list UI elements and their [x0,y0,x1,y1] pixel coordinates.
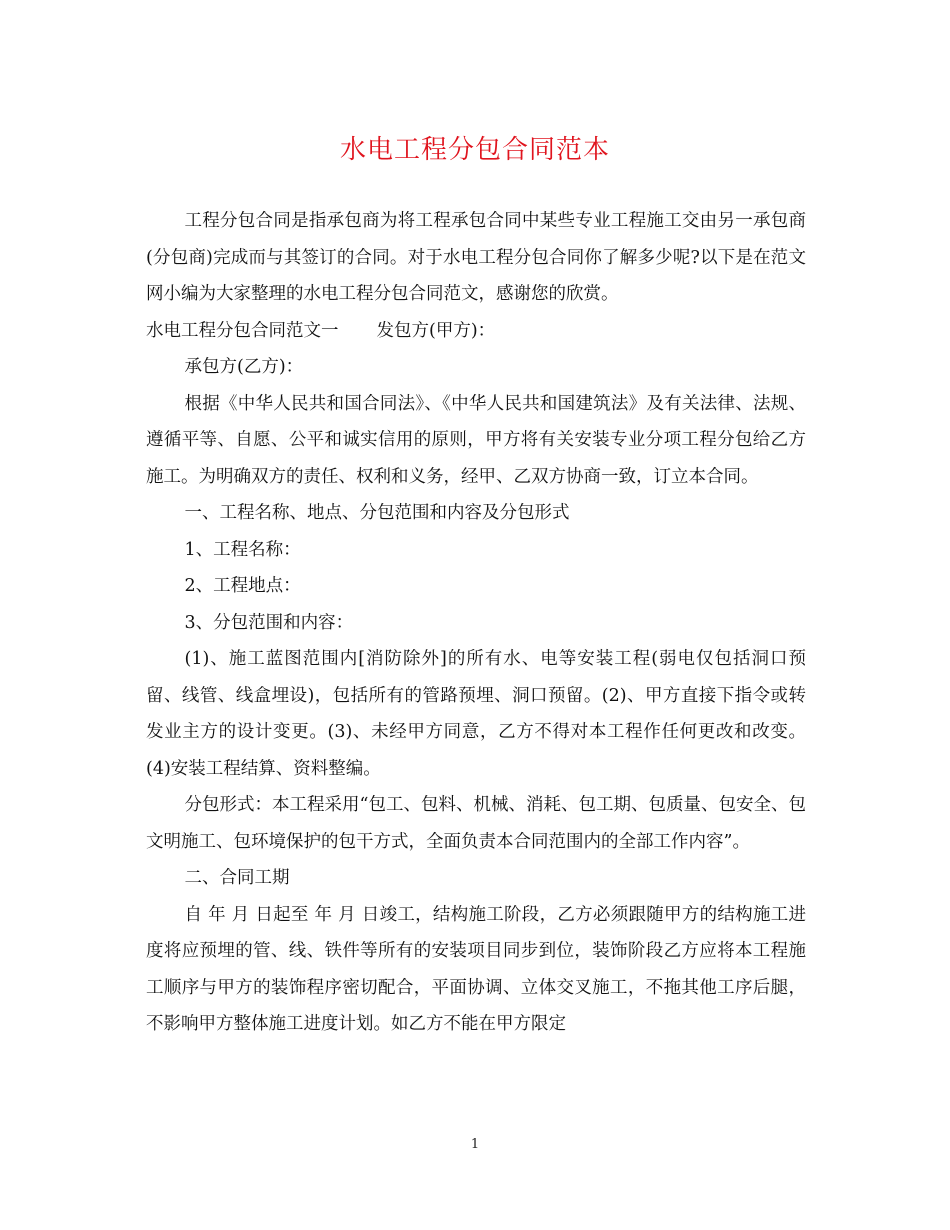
scope-item: 3、分包范围和内容： [184,612,354,633]
contract-sample-label: 水电工程分包合同范文一 [146,320,339,341]
party-b-label: 承包方(乙方)： [184,357,304,377]
subcontract-form-paragraph: 分包形式：本工程采用“包工、包料、机械、消耗、包工期、包质量、包安全、包文明施工、包环境保护的包干方式，全面负责本合同范围内的全部工作内容”。 [146,795,806,852]
scope-details-paragraph: (1)、施工蓝图范围内[消防除外]的所有水、电等安装工程(弱电仅包括洞口预留、线管、线盒埋设)，包括所有的管路预埋、洞口预留。(2)、甲方直接下指令或转发业主方的设计变更。(3)、未经甲方同意，乙方不得对本工程作任何更改和改变。(4)安装工程结算、资料整编。 [146,649,806,779]
project-name-item: 1、工程名称： [184,539,301,560]
section-one-heading: 一、工程名称、地点、分包范围和内容及分包形式 [184,503,570,523]
party-a-label: 发包方(甲方)： [376,320,496,341]
legal-basis-paragraph: 根据《中华人民共和国合同法》、《中华人民共和国建筑法》及有关法律、法规、遵循平等、自愿、公平和诚实信用的原则，甲方将有关安装专业分项工程分包给乙方施工。为明确双方的责任、权利和义务，经甲、乙双方协商一致，订立本合同。 [146,393,806,487]
contract-heading-line [146,313,806,350]
document-title: 水电工程分包合同范本 [339,135,610,165]
page-number: 1 [470,1137,480,1152]
project-location-item: 2、工程地点： [184,576,301,596]
contract-period-paragraph: 自 年 月 日起至 年 月 日竣工，结构施工阶段，乙方必须跟随甲方的结构施工进度将应预埋的管、线、铁件等所有的安装项目同步到位，装饰阶段乙方应将本工程施工顺序与甲方的装饰程序密切配合，平面协调、立体交叉施工，不拖其他工序后腿，不影响甲方整体施工进度计划。如乙方不能在甲方限定 [146,904,806,1034]
intro-paragraph: 工程分包合同是指承包商为将工程承包合同中某些专业工程施工交由另一承包商(分包商)完成而与其签订的合同。对于水电工程分包合同你了解多少呢?以下是在范文网小编为大家整理的水电工程分包合同范文，感谢您的欣赏。 [146,211,806,304]
section-two-heading: 二、合同工期 [184,868,290,888]
document-body [146,203,806,1043]
